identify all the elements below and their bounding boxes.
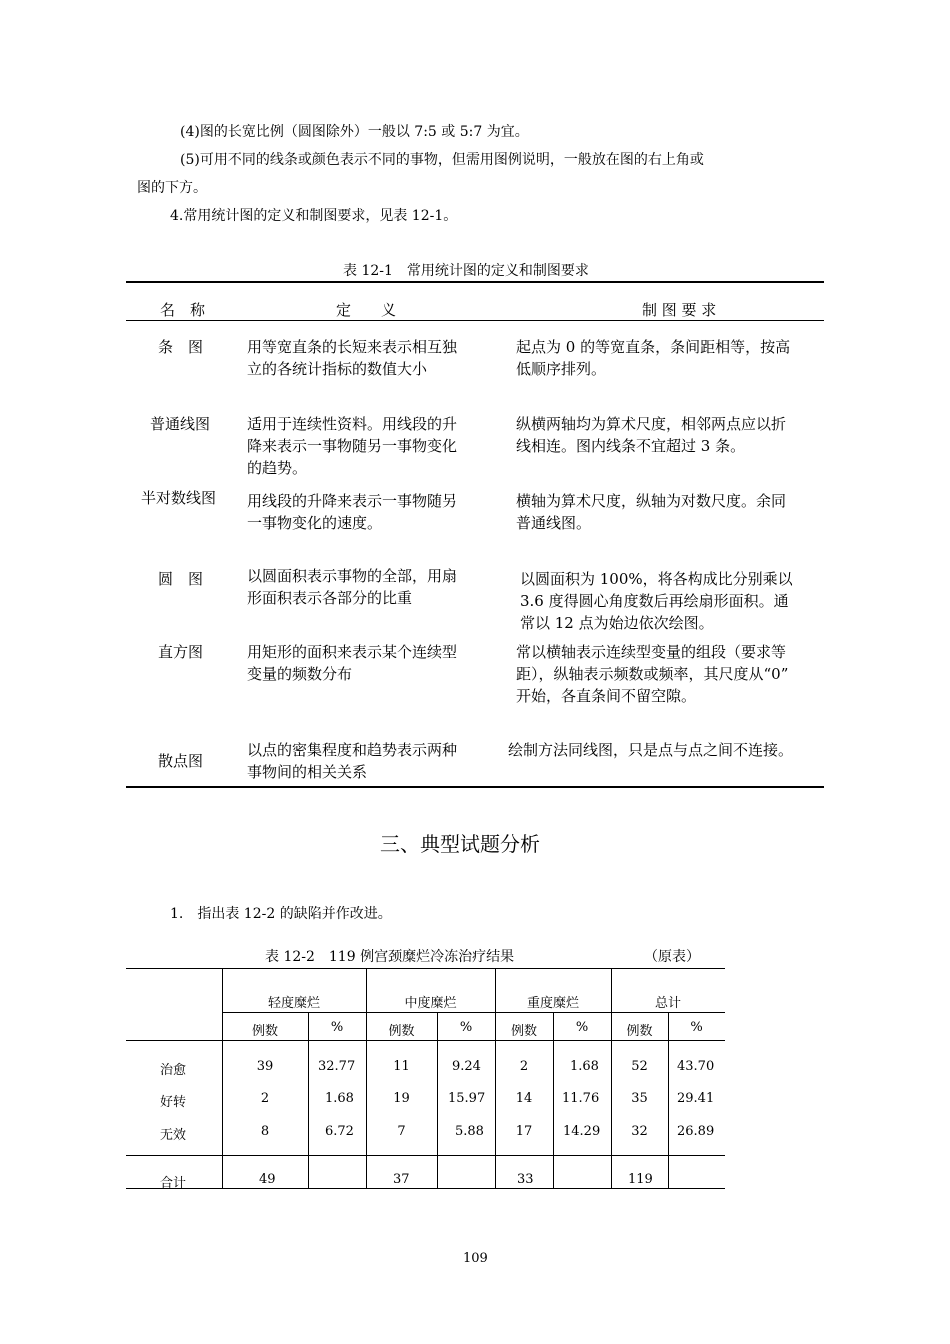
table1-row-req-line: 绘制方法同线图，只是点与点之间不连接。 [508,741,794,759]
table1-row-name: 条 图 [158,338,204,356]
table2-row-label: 无效 [160,1128,187,1143]
table1-row-def-line: 用线段的升降来表示一事物随另 [247,492,458,510]
table2-cell: 52 [631,1059,648,1074]
table1-row-def-line: 立的各统计指标的数值大小 [247,360,428,378]
table1-row-req-line: 普通线图。 [516,514,592,532]
paragraph-legend-line2: 图的下方。 [137,180,207,196]
table2-cell: 43.70 [677,1059,715,1074]
paragraph-legend-line1: (5)可用不同的线条或颜色表示不同的事物，但需用图例说明，一般放在图的右上角或 [180,152,704,168]
table1-row-def-line: 一事物变化的速度。 [247,514,383,532]
table2-cell: 9.24 [452,1059,481,1074]
table1-row-def-line: 以圆面积表示事物的全部，用扇 [247,567,458,585]
table1-row-def-line: 用矩形的面积来表示某个连续型 [247,643,458,661]
table1-row-req-line: 3.6 度得圆心角度数后再绘扇形面积。通 [520,592,789,610]
table1-row-name: 散点图 [158,752,204,770]
table1-row-def-line: 用等宽直条的长短来表示相互独 [247,338,458,356]
table2-cell: 1.68 [325,1091,354,1106]
table1-row-def-line: 的趋势。 [247,459,308,477]
table1-row-req-line: 常以 12 点为始边依次绘图。 [520,614,714,632]
table1-header-rule [126,320,824,321]
table2-cell: 14.29 [563,1124,601,1139]
table1-row-name: 圆 图 [158,570,204,588]
table2-group-header: 轻度糜烂 [267,996,320,1011]
table2-cell: 15.97 [448,1091,486,1106]
table1-row-def-line: 适用于连续性资料。用线段的升 [247,415,458,433]
table2-cell: 19 [393,1091,410,1106]
table2-cell: 32 [631,1124,648,1139]
table2-cell: 35 [631,1091,648,1106]
table1-row-name: 普通线图 [150,415,211,433]
table1-row-def-line: 以点的密集程度和趋势表示两种 [247,741,458,759]
table2-total-cell: 119 [628,1172,653,1187]
table2-col-divider [668,1012,669,1188]
table1-row-def-line: 事物间的相关关系 [247,763,368,781]
table2-subheader: % [459,1020,473,1035]
table2-cell: 39 [256,1059,274,1074]
table2-cell: 11.76 [562,1091,600,1106]
table2-col-divider [437,1012,438,1188]
table2-subheader: % [690,1020,703,1035]
table2-col-divider [308,1012,309,1188]
table1-row-req-line: 纵横两轴均为算术尺度，相邻两点应以折 [516,415,787,433]
table1-header-name: 名 称 [160,301,206,319]
section-title: 三、典型试题分析 [380,832,540,856]
table2-cell: 26.89 [677,1124,715,1139]
table2-col-divider [553,1012,554,1188]
table1-header-requirement: 制 图 要 求 [642,301,717,319]
paragraph-chart-ratio: (4)图的长宽比例（圆图除外）一般以 7:5 或 5:7 为宜。 [180,124,529,140]
table1-row-name: 直方图 [158,643,204,661]
table1-header-definition: 定 义 [336,301,397,319]
table2-cell: 29.41 [677,1091,715,1106]
table2-cell: 17 [515,1124,533,1139]
table1-row-req-line: 横轴为算术尺度，纵轴为对数尺度。余同 [516,492,787,510]
table2-group-rule [222,1012,725,1013]
table2-cell: 32.77 [318,1059,356,1074]
table1-row-req-line: 起点为 0 的等宽直条，条间距相等，按高 [516,338,791,356]
page-number: 109 [463,1251,488,1266]
table2-caption: 表 12-2 119 例宫颈糜烂冷冻治疗结果 [265,949,515,965]
table2-subheader: 例数 [510,1024,537,1039]
table2-row-label: 好转 [160,1095,187,1110]
table2-group-header: 总计 [654,996,681,1011]
table2-cell: 11 [393,1059,410,1074]
table1-row-def-line: 形面积表示各部分的比重 [247,589,413,607]
table1-row-req-line: 开始，各直条间不留空隙。 [516,687,697,705]
table1-row-req-line: 线相连。图内线条不宜超过 3 条。 [516,437,746,455]
table1-row-req-line: 低顺序排列。 [516,360,607,378]
table2-top-rule [126,968,725,969]
table2-group-header: 中度糜烂 [404,996,457,1011]
table2-cell: 7 [397,1124,406,1139]
table2-total-cell: 37 [393,1172,410,1187]
table2-cell: 2 [519,1059,529,1074]
table2-note: （原表） [644,949,700,965]
table2-subheader: % [330,1020,344,1035]
table2-subheader: 例数 [251,1024,278,1039]
table2-cell: 5.88 [455,1124,484,1139]
table1-row-def-line: 降来表示一事物随另一事物变化 [247,437,458,455]
table1-row-def-line: 变量的频数分布 [247,665,353,683]
table2-cell: 14 [515,1091,533,1106]
table2-cell: 2 [260,1091,270,1106]
table1-row-req-line: 以圆面积为 100%，将各构成比分别乘以 [520,570,793,588]
table1-caption: 表 12-1 常用统计图的定义和制图要求 [343,263,589,279]
table1-top-rule [126,281,824,283]
table2-bottom-rule [126,1188,725,1189]
table2-total-cell: 33 [517,1172,534,1187]
table1-bottom-rule [126,786,824,788]
table2-cell: 1.68 [570,1059,599,1074]
table1-row-req-line: 常以横轴表示连续型变量的组段（要求等 [516,643,787,661]
table2-subheader: % [575,1020,589,1035]
table2-cell: 6.72 [325,1124,354,1139]
table2-header-rule [126,1040,725,1041]
table2-total-label: 合计 [160,1176,187,1191]
table2-total-cell: 49 [259,1172,276,1187]
table1-row-name: 半对数线图 [141,489,217,507]
paragraph-table-ref: 4.常用统计图的定义和制图要求，见表 12-1。 [170,208,458,224]
table2-total-rule [126,1155,725,1156]
table2-group-header: 重度糜烂 [526,996,579,1011]
table1-row-req-line: 距），纵轴表示频数或频率，其尺度从“0” [516,665,789,683]
table2-subheader: 例数 [388,1024,415,1039]
table2-cell: 8 [260,1124,270,1139]
question-1: 1. 指出表 12-2 的缺陷并作改进。 [170,906,392,922]
table2-subheader: 例数 [626,1024,653,1039]
table2-row-label: 治愈 [160,1063,187,1078]
